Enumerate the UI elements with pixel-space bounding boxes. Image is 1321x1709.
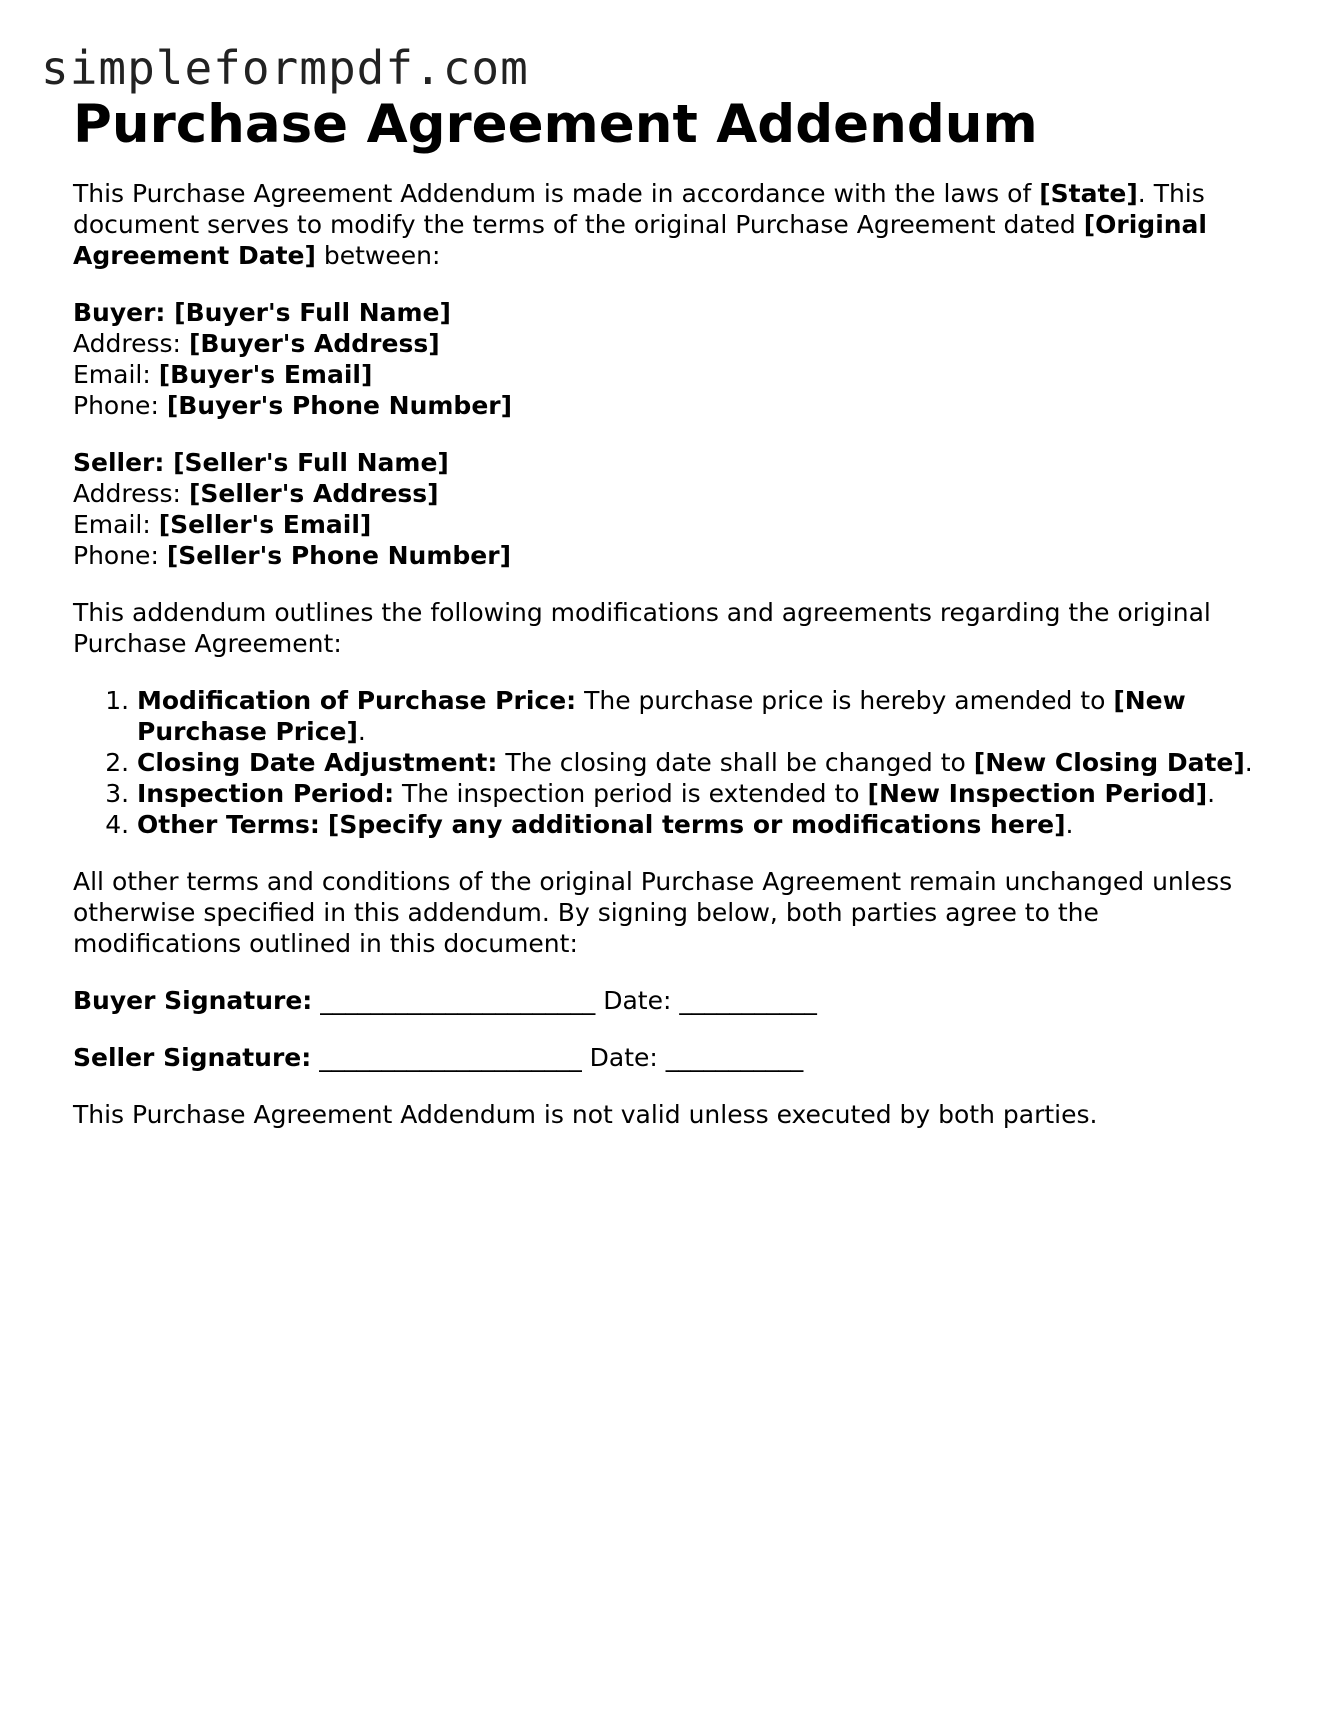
seller-signature-blank: _____________________ bbox=[311, 1043, 590, 1072]
original-date-placeholder: [Original Agreement Date] bbox=[73, 210, 1207, 270]
modifications-intro: This addendum outlines the following modifications and agreements regarding the original Purchase Agreement: bbox=[73, 598, 1211, 658]
buyer-name-placeholder: [Buyer's Full Name] bbox=[174, 298, 451, 327]
modification-heading: Other Terms: bbox=[137, 810, 320, 839]
buyer-signature-line bbox=[73, 985, 1263, 1016]
modification-placeholder: [New Inspection Period] bbox=[867, 779, 1208, 808]
modification-text: The closing date shall be changed to bbox=[497, 748, 974, 777]
seller-label: Seller: bbox=[73, 448, 174, 477]
buyer-address-line bbox=[73, 328, 1263, 359]
buyer-address-label: Address: bbox=[73, 329, 189, 358]
modification-text: The purchase price is hereby amended to bbox=[576, 686, 1114, 715]
seller-block bbox=[73, 447, 1263, 571]
buyer-email-label: Email: bbox=[73, 360, 159, 389]
modification-placeholder: [New Closing Date] bbox=[973, 748, 1245, 777]
site-watermark: simpleformpdf.com bbox=[41, 41, 529, 95]
seller-name-line bbox=[73, 447, 1263, 478]
seller-address-placeholder: [Seller's Address] bbox=[188, 479, 439, 508]
seller-email-placeholder: [Seller's Email] bbox=[158, 510, 372, 539]
seller-address-line bbox=[73, 478, 1263, 509]
modification-text bbox=[320, 810, 328, 839]
intro-paragraph bbox=[73, 178, 1263, 271]
buyer-email-placeholder: [Buyer's Email] bbox=[158, 360, 373, 389]
page-title: Purchase Agreement Addendum bbox=[73, 94, 1038, 155]
modification-end: . bbox=[1207, 779, 1216, 808]
modification-item bbox=[137, 747, 1263, 778]
modification-end: . bbox=[1065, 810, 1074, 839]
seller-phone-label: Phone: bbox=[73, 541, 167, 570]
closing-paragraph: All other terms and conditions of the original Purchase Agreement remain unchanged unless otherwise specified in this addendum. By signing below, both parties agree to the modifications outlined in this document: bbox=[73, 867, 1233, 958]
modification-item bbox=[137, 685, 1263, 747]
state-placeholder: [State] bbox=[1039, 179, 1138, 208]
seller-name-placeholder: [Seller's Full Name] bbox=[173, 448, 449, 477]
modification-end: . bbox=[357, 717, 366, 746]
buyer-block bbox=[73, 297, 1263, 421]
buyer-phone-label: Phone: bbox=[73, 391, 167, 420]
seller-email-label: Email: bbox=[73, 510, 159, 539]
buyer-name-line bbox=[73, 297, 1263, 328]
modification-heading: Closing Date Adjustment: bbox=[137, 748, 498, 777]
intro-text-3: between: bbox=[315, 241, 441, 270]
modification-placeholder: [Specify any additional terms or modifications here] bbox=[327, 810, 1066, 839]
seller-phone-placeholder: [Seller's Phone Number] bbox=[166, 541, 511, 570]
buyer-signature-label: Buyer Signature: bbox=[73, 986, 313, 1015]
buyer-address-placeholder: [Buyer's Address] bbox=[188, 329, 440, 358]
modification-item bbox=[137, 778, 1263, 809]
document-page bbox=[73, 88, 1263, 1130]
seller-signature-label: Seller Signature: bbox=[73, 1043, 312, 1072]
seller-address-label: Address: bbox=[73, 479, 189, 508]
seller-signature-line bbox=[73, 1042, 1263, 1073]
modifications-list bbox=[73, 685, 1263, 840]
buyer-date-label: Date: bbox=[603, 986, 680, 1015]
buyer-label: Buyer: bbox=[73, 298, 175, 327]
buyer-signature-blank: ______________________ bbox=[312, 986, 604, 1015]
buyer-date-blank: ___________ bbox=[679, 986, 817, 1015]
validity-note: This Purchase Agreement Addendum is not valid unless executed by both parties. bbox=[73, 1100, 1098, 1129]
modification-heading: Inspection Period: bbox=[137, 779, 395, 808]
intro-text-1: This Purchase Agreement Addendum is made in accordance with the laws of bbox=[73, 179, 1040, 208]
seller-phone-line bbox=[73, 540, 1263, 571]
buyer-email-line bbox=[73, 359, 1263, 390]
buyer-phone-placeholder: [Buyer's Phone Number] bbox=[166, 391, 513, 420]
seller-email-line bbox=[73, 509, 1263, 540]
modification-end: . bbox=[1244, 748, 1253, 777]
modification-text: The inspection period is extended to bbox=[394, 779, 868, 808]
buyer-phone-line bbox=[73, 390, 1263, 421]
seller-date-blank: ___________ bbox=[665, 1043, 804, 1072]
intro-text-2: . This document serves to modify the terms of the original Purchase Agreement dated bbox=[73, 179, 1205, 239]
seller-date-label: Date: bbox=[589, 1043, 666, 1072]
modification-placeholder: [New Purchase Price] bbox=[137, 686, 1186, 746]
modification-item bbox=[137, 809, 1263, 840]
modification-heading: Modification of Purchase Price: bbox=[137, 686, 577, 715]
